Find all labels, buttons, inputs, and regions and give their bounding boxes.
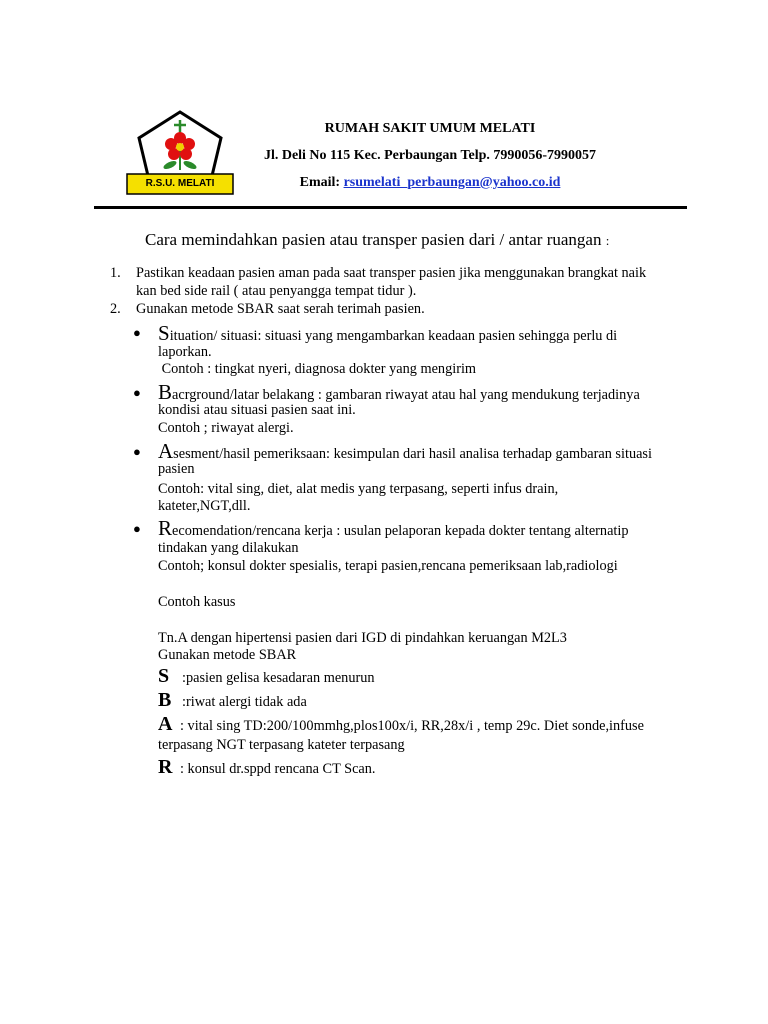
sbar-a-line-3: Contoh: vital sing, diet, alat medis yang terpasang, seperti infus drain, — [158, 481, 559, 497]
sbar-a-line-1: Asesment/hasil pemeriksaan: kesimpulan dari hasil analisa terhadap gambaran situasi — [158, 439, 652, 463]
case-r-label: R — [158, 756, 173, 778]
header-divider — [94, 206, 687, 209]
sbar-b-line-3: Contoh ; riwayat alergi. — [158, 420, 294, 436]
bullet-icon: ● — [133, 444, 141, 459]
step-2-line-1: Gunakan metode SBAR saat serah terimah pasien. — [136, 301, 425, 317]
case-line-2: Gunakan metode SBAR — [158, 647, 297, 663]
hospital-logo — [125, 108, 235, 196]
case-a-continuation: terpasang NGT terpasang kateter terpasang — [158, 737, 405, 753]
sbar-a-line-4: kateter,NGT,dll. — [158, 498, 251, 514]
step-1-line-1: Pastikan keadaan pasien aman pada saat transper pasien jika menggunakan brangkat naik — [136, 265, 647, 281]
email-link[interactable]: rsumelati_perbaungan@yahoo.co.id — [343, 175, 561, 190]
case-heading: Contoh kasus — [158, 594, 236, 610]
case-s-label: S — [158, 665, 170, 687]
case-b-text: :riwat alergi tidak ada — [182, 694, 307, 710]
case-b-label: B — [158, 689, 172, 711]
sbar-s-line-2: laporkan. — [158, 344, 212, 360]
case-line-1: Tn.A dengan hipertensi pasien dari IGD di pindahkan keruangan M2L3 — [158, 630, 567, 646]
email-label: Email: — [299, 175, 341, 190]
sbar-r-line-2: tindakan yang dilakukan — [158, 540, 299, 556]
sbar-b-line-2: kondisi atau situasi pasien saat ini. — [158, 402, 356, 418]
case-s-text: :pasien gelisa kesadaran menurun — [182, 670, 375, 686]
sbar-r-line-1: Recomendation/rencana kerja : usulan pelaporan kepada dokter tentang alternatip — [158, 516, 629, 540]
sbar-b-line-1: Bacrground/latar belakang : gambaran riwayat atau hal yang mendukung terjadinya — [158, 380, 640, 404]
hospital-address: Jl. Deli No 115 Kec. Perbaungan Telp. 7990056-7990057 — [263, 148, 597, 163]
bullet-icon: ● — [133, 521, 141, 536]
case-a-label: A — [158, 713, 173, 735]
bullet-icon: ● — [133, 385, 141, 400]
step-1-line-2: kan bed side rail ( atau penyangga tempat tidur ). — [136, 283, 417, 299]
logo-label: R.S.U. MELATI — [145, 178, 215, 189]
step-number-2: 2. — [110, 301, 121, 317]
sbar-s-line-1: Situation/ situasi: situasi yang mengambarkan keadaan pasien sehingga perlu di — [158, 321, 618, 345]
sbar-s-line-3: Contoh : tingkat nyeri, diagnosa dokter yang mengirim — [158, 361, 477, 377]
sbar-a-line-2: pasien — [158, 461, 195, 477]
hospital-email-line — [240, 175, 620, 191]
bullet-icon: ● — [133, 325, 141, 340]
case-a-text: : vital sing TD:200/100mmhg,plos100x/i, RR,28x/i , temp 29c. Diet sonde,infuse — [180, 718, 644, 734]
intro-heading: Cara memindahkan pasien atau transper pasien dari / antar ruangan : — [145, 230, 610, 249]
step-number-1: 1. — [110, 265, 121, 281]
sbar-r-line-3: Contoh; konsul dokter spesialis, terapi pasien,rencana pemeriksaan lab,radiologi — [158, 558, 618, 574]
case-r-text: : konsul dr.sppd rencana CT Scan. — [180, 761, 376, 777]
hospital-name: RUMAH SAKIT UMUM MELATI — [324, 121, 536, 136]
